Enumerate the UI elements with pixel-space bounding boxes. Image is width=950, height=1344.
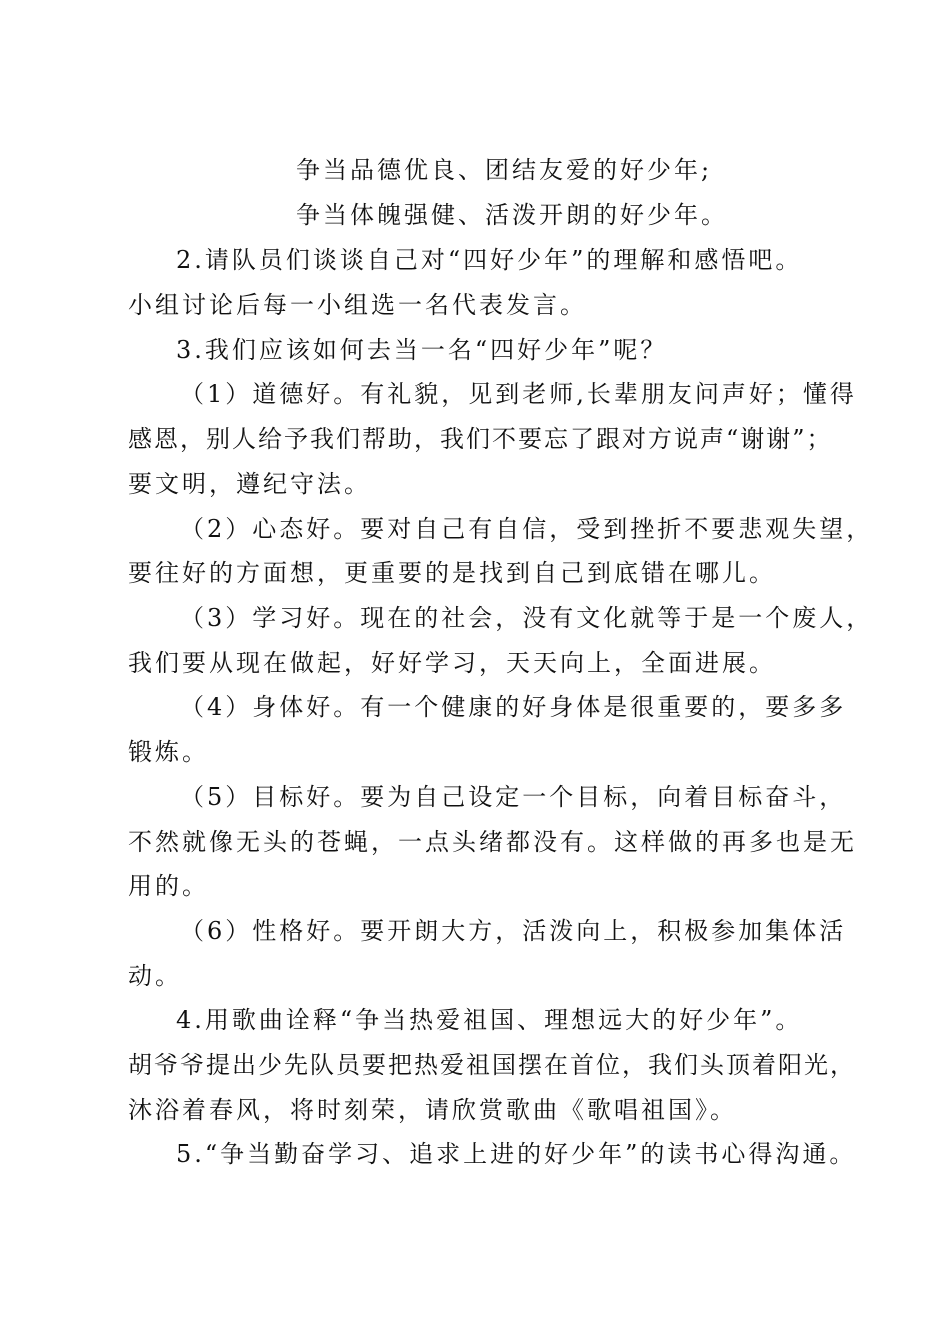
text-line: 4.用歌曲诠释“争当热爱祖国、理想远大的好少年”。 — [176, 1006, 803, 1034]
text-line: （4）身体好。有一个健康的好身体是很重要的，要多多 — [180, 693, 847, 721]
text-line: （3）学习好。现在的社会，没有文化就等于是一个废人， — [180, 604, 874, 632]
text-line: （6）性格好。要开朗大方，活泼向上，积极参加集体活 — [180, 917, 847, 945]
text-line: 沐浴着春风，将时刻荣，请欣赏歌曲《歌唱祖国》。 — [128, 1096, 737, 1124]
text-line: （1）道德好。有礼貌，见到老师,长辈朋友问声好；懂得 — [180, 380, 857, 408]
text-line: 感恩，别人给予我们帮助，我们不要忘了跟对方说声“谢谢”； — [128, 425, 833, 453]
text-line: 要文明，遵纪守法。 — [128, 470, 371, 498]
text-line: 5.“争当勤奋学习、追求上进的好少年”的读书心得沟通。 — [176, 1140, 857, 1168]
text-line: （2）心态好。要对自己有自信，受到挫折不要悲观失望， — [180, 515, 874, 543]
text-line: 小组讨论后每一小组选一名代表发言。 — [128, 291, 587, 319]
text-line: 争当体魄强健、活泼开朗的好少年。 — [296, 201, 728, 229]
text-line: 3.我们应该如何去当一名“四好少年”呢？ — [176, 336, 668, 364]
text-line: 胡爷爷提出少先队员要把热爱祖国摆在首位，我们头顶着阳光， — [128, 1051, 856, 1079]
text-line: 动。 — [128, 962, 182, 990]
text-line: 我们要从现在做起，好好学习，天天向上，全面进展。 — [128, 649, 776, 677]
text-line: 争当品德优良、团结友爱的好少年; — [296, 156, 713, 184]
text-line: 2.请队员们谈谈自己对“四好少年”的理解和感悟吧。 — [176, 246, 803, 274]
text-line: 不然就像无头的苍蝇，一点头绪都没有。这样做的再多也是无 — [128, 828, 857, 856]
text-line: （5）目标好。要为自己设定一个目标，向着目标奋斗， — [180, 783, 847, 811]
text-line: 锻炼。 — [128, 738, 209, 766]
text-line: 用的。 — [128, 872, 209, 900]
text-line: 要往好的方面想，更重要的是找到自己到底错在哪儿。 — [128, 559, 776, 587]
